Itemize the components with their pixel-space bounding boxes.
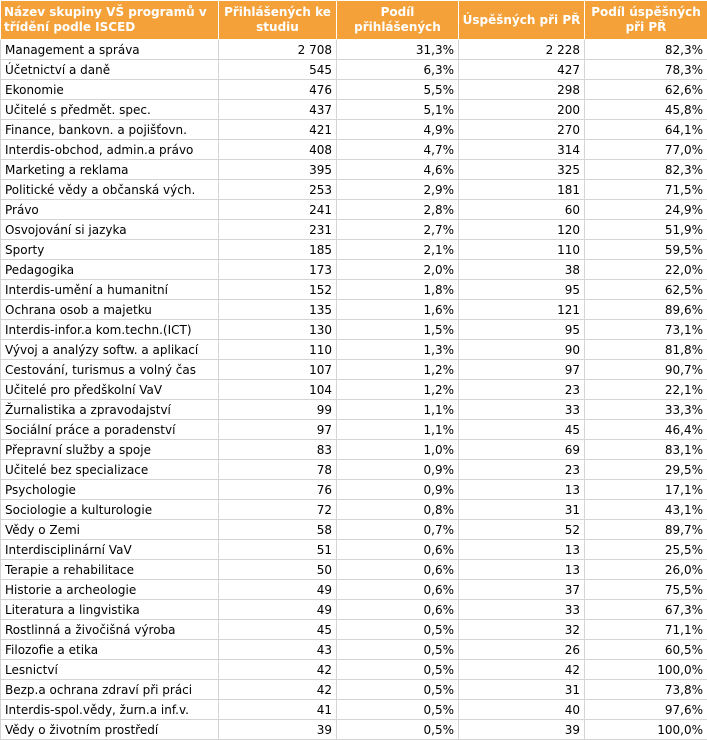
cell-applicants: 99 [219, 400, 337, 420]
cell-applicants: 104 [219, 380, 337, 400]
cell-applicants-share: 1,1% [337, 400, 459, 420]
cell-success-share: 43,1% [585, 500, 707, 520]
table-row [1, 400, 707, 420]
cell-program-group: Finance, bankovn. a pojišťovn. [1, 120, 219, 140]
cell-applicants: 152 [219, 280, 337, 300]
cell-applicants-share: 4,7% [337, 140, 459, 160]
cell-applicants: 231 [219, 220, 337, 240]
cell-program-group: Interdisciplinární VaV [1, 540, 219, 560]
cell-success-share: 24,9% [585, 200, 707, 220]
cell-success-share: 60,5% [585, 640, 707, 660]
cell-successful: 298 [459, 80, 585, 100]
cell-successful: 40 [459, 700, 585, 720]
table-row [1, 300, 707, 320]
cell-program-group: Cestování, turismus a volný čas [1, 360, 219, 380]
cell-successful: 23 [459, 460, 585, 480]
table-row [1, 580, 707, 600]
cell-program-group: Pedagogika [1, 260, 219, 280]
cell-success-share: 100,0% [585, 660, 707, 680]
cell-success-share: 45,8% [585, 100, 707, 120]
cell-applicants-share: 0,7% [337, 520, 459, 540]
cell-applicants-share: 2,1% [337, 240, 459, 260]
cell-program-group: Přepravní služby a spoje [1, 440, 219, 460]
cell-successful: 60 [459, 200, 585, 220]
cell-applicants: 45 [219, 620, 337, 640]
cell-program-group: Sociální práce a poradenství [1, 420, 219, 440]
header-successful: Úspěšných při PŘ [459, 1, 585, 40]
cell-applicants-share: 0,5% [337, 660, 459, 680]
cell-successful: 37 [459, 580, 585, 600]
table-row [1, 120, 707, 140]
cell-success-share: 75,5% [585, 580, 707, 600]
cell-applicants-share: 0,6% [337, 540, 459, 560]
cell-program-group: Učitelé s předmět. spec. [1, 100, 219, 120]
cell-program-group: Účetnictví a daně [1, 60, 219, 80]
cell-success-share: 62,6% [585, 80, 707, 100]
cell-applicants-share: 0,6% [337, 560, 459, 580]
cell-successful: 33 [459, 400, 585, 420]
cell-applicants: 107 [219, 360, 337, 380]
cell-successful: 39 [459, 720, 585, 740]
cell-successful: 69 [459, 440, 585, 460]
cell-applicants: 50 [219, 560, 337, 580]
cell-program-group: Historie a archeologie [1, 580, 219, 600]
cell-successful: 270 [459, 120, 585, 140]
cell-successful: 325 [459, 160, 585, 180]
cell-applicants: 78 [219, 460, 337, 480]
cell-applicants: 43 [219, 640, 337, 660]
cell-success-share: 51,9% [585, 220, 707, 240]
cell-program-group: Filozofie a etika [1, 640, 219, 660]
cell-applicants-share: 1,3% [337, 340, 459, 360]
cell-applicants-share: 1,6% [337, 300, 459, 320]
cell-successful: 120 [459, 220, 585, 240]
cell-program-group: Vývoj a analýzy softw. a aplikací [1, 340, 219, 360]
cell-applicants-share: 1,8% [337, 280, 459, 300]
table-row [1, 280, 707, 300]
cell-successful: 97 [459, 360, 585, 380]
cell-applicants: 437 [219, 100, 337, 120]
header-success-share: Podíl úspěšných při PŘ [585, 1, 707, 40]
cell-program-group: Bezp.a ochrana zdraví při práci [1, 680, 219, 700]
cell-applicants: 76 [219, 480, 337, 500]
cell-applicants: 42 [219, 680, 337, 700]
cell-applicants: 395 [219, 160, 337, 180]
header-applicants: Přihlášených ke studiu [219, 1, 337, 40]
cell-success-share: 62,5% [585, 280, 707, 300]
table-row [1, 220, 707, 240]
cell-applicants: 83 [219, 440, 337, 460]
table-row [1, 160, 707, 180]
cell-successful: 31 [459, 680, 585, 700]
cell-applicants: 39 [219, 720, 337, 740]
table-row [1, 440, 707, 460]
cell-success-share: 73,8% [585, 680, 707, 700]
table-row [1, 60, 707, 80]
cell-program-group: Žurnalistika a zpravodajství [1, 400, 219, 420]
cell-applicants-share: 0,6% [337, 600, 459, 620]
table-row [1, 200, 707, 220]
cell-applicants-share: 0,5% [337, 720, 459, 740]
cell-applicants-share: 2,7% [337, 220, 459, 240]
cell-applicants-share: 2,8% [337, 200, 459, 220]
cell-applicants-share: 1,1% [337, 420, 459, 440]
cell-program-group: Ochrana osob a majetku [1, 300, 219, 320]
cell-success-share: 89,7% [585, 520, 707, 540]
table-row [1, 560, 707, 580]
cell-successful: 121 [459, 300, 585, 320]
cell-applicants-share: 4,6% [337, 160, 459, 180]
cell-successful: 13 [459, 480, 585, 500]
cell-applicants-share: 1,2% [337, 360, 459, 380]
cell-applicants-share: 4,9% [337, 120, 459, 140]
cell-applicants: 241 [219, 200, 337, 220]
table-row [1, 520, 707, 540]
cell-applicants-share: 6,3% [337, 60, 459, 80]
cell-success-share: 59,5% [585, 240, 707, 260]
table-row [1, 500, 707, 520]
cell-success-share: 46,4% [585, 420, 707, 440]
table-row [1, 480, 707, 500]
cell-applicants: 72 [219, 500, 337, 520]
cell-program-group: Interdis-obchod, admin.a právo [1, 140, 219, 160]
table-row [1, 600, 707, 620]
header-row [1, 1, 707, 40]
cell-successful: 427 [459, 60, 585, 80]
cell-applicants-share: 1,5% [337, 320, 459, 340]
table-row [1, 140, 707, 160]
cell-program-group: Management a správa [1, 40, 219, 60]
table-row [1, 540, 707, 560]
cell-success-share: 78,3% [585, 60, 707, 80]
table-row [1, 460, 707, 480]
cell-program-group: Právo [1, 200, 219, 220]
table-row [1, 240, 707, 260]
cell-success-share: 100,0% [585, 720, 707, 740]
cell-success-share: 22,1% [585, 380, 707, 400]
cell-program-group: Učitelé pro předškolní VaV [1, 380, 219, 400]
cell-program-group: Psychologie [1, 480, 219, 500]
cell-successful: 13 [459, 560, 585, 580]
cell-success-share: 25,5% [585, 540, 707, 560]
table-row [1, 360, 707, 380]
cell-applicants-share: 2,9% [337, 180, 459, 200]
cell-program-group: Interdis-infor.a kom.techn.(ICT) [1, 320, 219, 340]
cell-applicants: 421 [219, 120, 337, 140]
table-row [1, 680, 707, 700]
cell-program-group: Terapie a rehabilitace [1, 560, 219, 580]
cell-success-share: 67,3% [585, 600, 707, 620]
cell-successful: 33 [459, 600, 585, 620]
header-program-group: Název skupiny VŠ programů v třídění podle ISCED [1, 1, 219, 40]
cell-successful: 200 [459, 100, 585, 120]
cell-program-group: Rostlinná a živočišná výroba [1, 620, 219, 640]
cell-successful: 52 [459, 520, 585, 540]
cell-applicants-share: 5,1% [337, 100, 459, 120]
cell-success-share: 77,0% [585, 140, 707, 160]
cell-applicants: 545 [219, 60, 337, 80]
cell-applicants: 58 [219, 520, 337, 540]
cell-success-share: 71,5% [585, 180, 707, 200]
cell-applicants: 135 [219, 300, 337, 320]
cell-successful: 31 [459, 500, 585, 520]
cell-success-share: 64,1% [585, 120, 707, 140]
cell-program-group: Lesnictví [1, 660, 219, 680]
cell-program-group: Sporty [1, 240, 219, 260]
cell-applicants: 185 [219, 240, 337, 260]
cell-applicants-share: 0,9% [337, 480, 459, 500]
table-body [1, 40, 707, 740]
cell-success-share: 73,1% [585, 320, 707, 340]
cell-program-group: Osvojování si jazyka [1, 220, 219, 240]
cell-program-group: Vědy o životním prostředí [1, 720, 219, 740]
table-row [1, 260, 707, 280]
cell-success-share: 89,6% [585, 300, 707, 320]
cell-program-group: Ekonomie [1, 80, 219, 100]
cell-program-group: Učitelé bez specializace [1, 460, 219, 480]
cell-applicants: 2 708 [219, 40, 337, 60]
cell-success-share: 26,0% [585, 560, 707, 580]
cell-success-share: 71,1% [585, 620, 707, 640]
cell-successful: 2 228 [459, 40, 585, 60]
cell-success-share: 90,7% [585, 360, 707, 380]
table-row [1, 640, 707, 660]
cell-applicants-share: 0,5% [337, 700, 459, 720]
table-row [1, 100, 707, 120]
cell-success-share: 33,3% [585, 400, 707, 420]
cell-applicants-share: 1,0% [337, 440, 459, 460]
cell-success-share: 83,1% [585, 440, 707, 460]
cell-applicants: 110 [219, 340, 337, 360]
cell-applicants-share: 0,5% [337, 680, 459, 700]
cell-successful: 23 [459, 380, 585, 400]
table-row [1, 660, 707, 680]
table-row [1, 340, 707, 360]
cell-program-group: Interdis-spol.vědy, žurn.a inf.v. [1, 700, 219, 720]
cell-success-share: 17,1% [585, 480, 707, 500]
cell-program-group: Interdis-umění a humanitní [1, 280, 219, 300]
cell-applicants: 476 [219, 80, 337, 100]
header-applicants-share: Podíl přihlášených [337, 1, 459, 40]
cell-success-share: 29,5% [585, 460, 707, 480]
cell-applicants-share: 0,5% [337, 620, 459, 640]
table-row [1, 80, 707, 100]
cell-success-share: 97,6% [585, 700, 707, 720]
cell-applicants-share: 31,3% [337, 40, 459, 60]
cell-successful: 314 [459, 140, 585, 160]
cell-success-share: 82,3% [585, 40, 707, 60]
table-row [1, 40, 707, 60]
cell-successful: 95 [459, 320, 585, 340]
cell-applicants-share: 0,6% [337, 580, 459, 600]
cell-successful: 32 [459, 620, 585, 640]
cell-applicants: 49 [219, 580, 337, 600]
table-row [1, 180, 707, 200]
table-row [1, 620, 707, 640]
cell-applicants: 49 [219, 600, 337, 620]
table-row [1, 420, 707, 440]
table-row [1, 320, 707, 340]
cell-applicants-share: 5,5% [337, 80, 459, 100]
table-row [1, 700, 707, 720]
cell-successful: 110 [459, 240, 585, 260]
cell-successful: 45 [459, 420, 585, 440]
cell-successful: 90 [459, 340, 585, 360]
cell-successful: 38 [459, 260, 585, 280]
cell-applicants-share: 2,0% [337, 260, 459, 280]
cell-applicants: 173 [219, 260, 337, 280]
table-row [1, 380, 707, 400]
cell-success-share: 22,0% [585, 260, 707, 280]
cell-applicants: 42 [219, 660, 337, 680]
cell-successful: 181 [459, 180, 585, 200]
cell-applicants: 51 [219, 540, 337, 560]
cell-applicants-share: 0,9% [337, 460, 459, 480]
cell-applicants: 130 [219, 320, 337, 340]
cell-applicants-share: 0,5% [337, 640, 459, 660]
cell-program-group: Sociologie a kulturologie [1, 500, 219, 520]
cell-applicants: 41 [219, 700, 337, 720]
cell-program-group: Vědy o Zemi [1, 520, 219, 540]
cell-applicants: 97 [219, 420, 337, 440]
cell-applicants: 408 [219, 140, 337, 160]
cell-success-share: 82,3% [585, 160, 707, 180]
cell-success-share: 81,8% [585, 340, 707, 360]
cell-successful: 42 [459, 660, 585, 680]
cell-applicants-share: 0,8% [337, 500, 459, 520]
cell-program-group: Politické vědy a občanská vých. [1, 180, 219, 200]
cell-program-group: Literatura a lingvistika [1, 600, 219, 620]
cell-successful: 26 [459, 640, 585, 660]
cell-applicants-share: 1,2% [337, 380, 459, 400]
cell-program-group: Marketing a reklama [1, 160, 219, 180]
cell-applicants: 253 [219, 180, 337, 200]
table-header [1, 1, 707, 40]
cell-successful: 13 [459, 540, 585, 560]
cell-successful: 95 [459, 280, 585, 300]
